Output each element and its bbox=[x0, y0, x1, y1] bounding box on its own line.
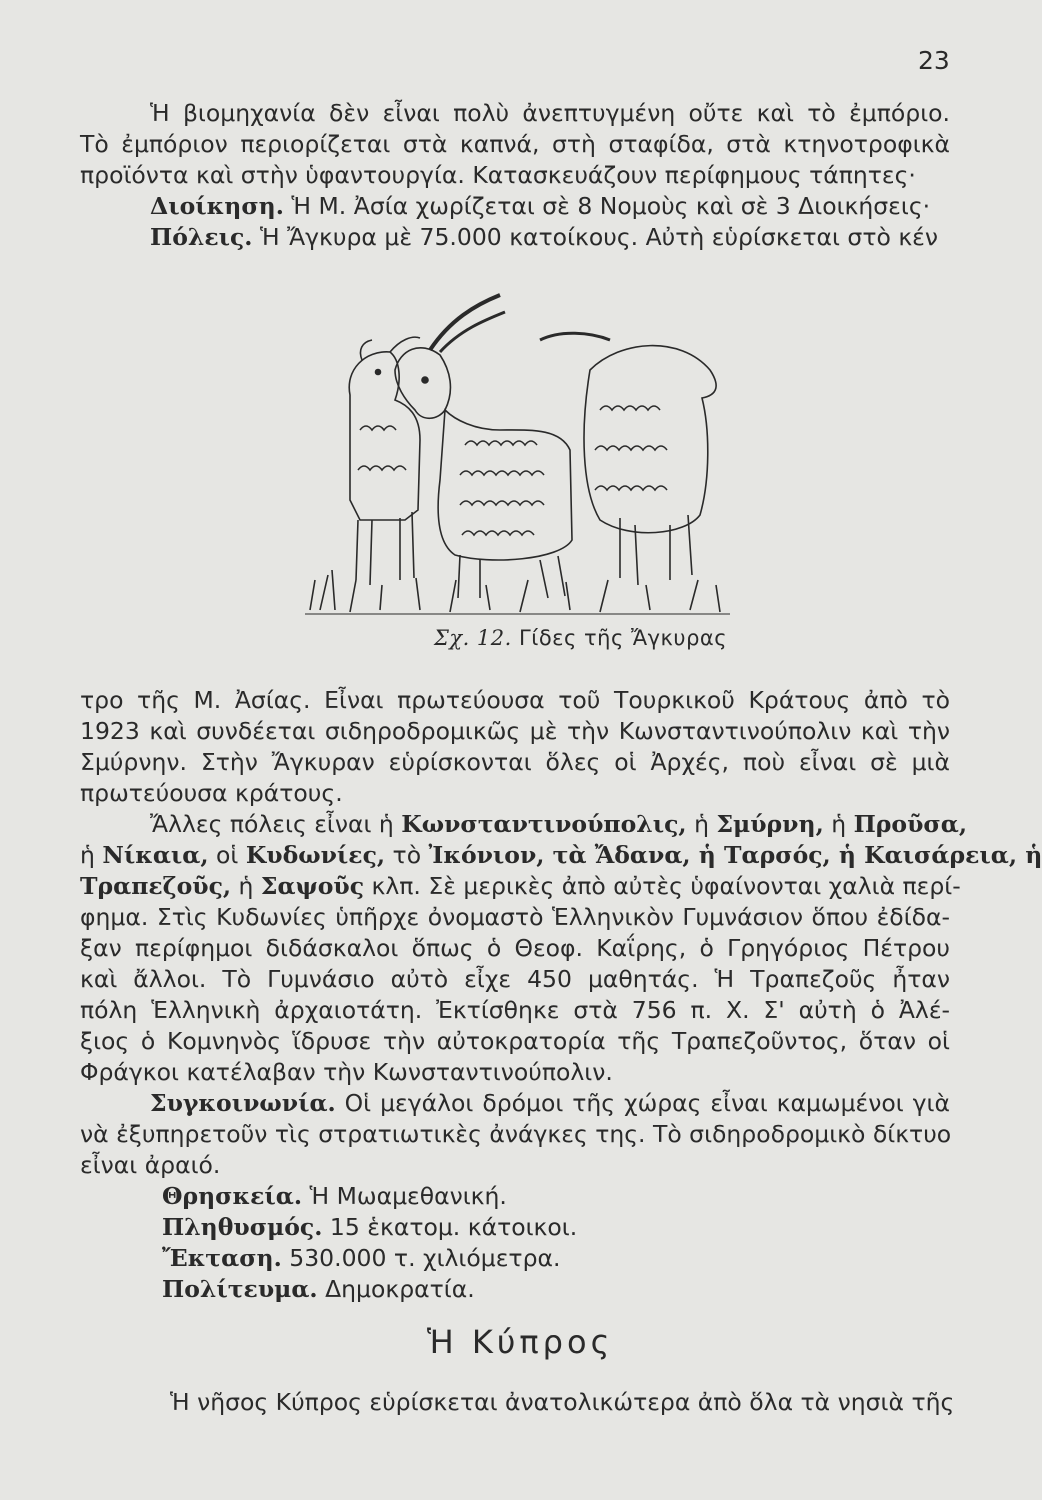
figure-number: Σχ. 12. bbox=[434, 626, 512, 650]
page-number: 23 bbox=[918, 46, 950, 75]
text-line-administration: Διοίκηση. Ἡ Μ. Ἀσία χωρίζεται σὲ 8 Νομοὺς καὶ σὲ 3 Διοικήσεις· bbox=[150, 192, 931, 220]
cyprus-paragraph bbox=[80, 1387, 955, 1418]
text-line-cities: Τραπεζοῦς, ἡ Σαψοῦς κλπ. Σὲ μερικὲς ἀπὸ αὐτὲς ὑφαίνονται χαλιὰ περί- bbox=[80, 872, 961, 900]
ankara-paragraph bbox=[80, 685, 1042, 1305]
text-line: 1923 καὶ συνδέεται σιδηροδρομικῶς μὲ τὴν Κωνσταντινούπολιν καὶ τὴν bbox=[80, 717, 950, 745]
text-line-cities: ἡ Νίκαια, οἱ Κυδωνίες, τὸ Ἰκόνιον, τὰ Ἄδανα, ἡ Ταρσός, ἡ Καισάρεια, ἡ bbox=[80, 841, 1042, 869]
transport-label: Συγκοινωνία. bbox=[150, 1089, 336, 1117]
fact-area: Ἔκταση. 530.000 τ. χιλιόμετρα. bbox=[162, 1244, 561, 1272]
figure-caption bbox=[434, 626, 727, 650]
administration-label: Διοίκηση. bbox=[150, 192, 284, 220]
text-line: πόλη Ἑλληνικὴ ἀρχαιοτάτη. Ἐκτίσθηκε στὰ 756 π. Χ. Σ' αὐτὴ ὁ Ἀλέ- bbox=[80, 996, 950, 1024]
fact-population: Πληθυσμός. 15 ἑκατομ. κάτοικοι. bbox=[162, 1213, 578, 1241]
text-line: φημα. Στὶς Κυδωνίες ὑπῆρχε ὀνομαστὸ Ἑλληνικὸν Γυμνάσιον ὅπου ἐδίδα- bbox=[80, 903, 950, 931]
text-line: Ἡ βιομηχανία δὲν εἶναι πολὺ ἀνεπτυγμένη οὔτε καὶ τὸ ἐμπόριο. bbox=[150, 99, 950, 127]
text-line: Τὸ ἐμπόριον περιορίζεται στὰ καπνά, στὴ σταφίδα, στὰ κτηνοτροφικὰ bbox=[80, 130, 950, 158]
fact-religion: Θρησκεία. Ἡ Μωαμεθανική. bbox=[162, 1182, 507, 1210]
text-line: Φράγκοι κατέλαβαν τὴν Κωνσταντινούπολιν. bbox=[80, 1058, 613, 1086]
text-line-cities: Ἄλλες πόλεις εἶναι ἡ Κωνσταντινούπολις, ἡ Σμύρνη, ἡ Προῦσα, bbox=[150, 810, 968, 838]
text-line-cities: Πόλεις. Ἡ Ἄγκυρα μὲ 75.000 κατοίκους. Αὐτὴ εὑρίσκεται στὸ κέν bbox=[150, 223, 939, 251]
text-line: εἶναι ἀραιό. bbox=[80, 1151, 221, 1179]
top-paragraph bbox=[80, 98, 950, 253]
text-line: Ἡ νῆσος Κύπρος εὑρίσκεται ἀνατολικώτερα ἀπὸ ὅλα τὰ νησιὰ τῆς bbox=[170, 1388, 955, 1416]
goats-illustration bbox=[290, 280, 740, 625]
text-line: ξιος ὁ Κομνηνὸς ἵδρυσε τὴν αὐτοκρατορία τῆς Τραπεζοῦντος, ὅταν οἱ bbox=[80, 1027, 950, 1055]
text-line: τρο τῆς Μ. Ἀσίας. Εἶναι πρωτεύουσα τοῦ Τουρκικοῦ Κράτους ἀπὸ τὸ bbox=[80, 686, 950, 714]
figure-caption-text: Γίδες τῆς Ἄγκυρας bbox=[519, 626, 728, 650]
fact-government: Πολίτευμα. Δημοκρατία. bbox=[162, 1275, 475, 1303]
section-title: Ἡ Κύπρος bbox=[427, 1323, 614, 1361]
text-line: προϊόντα καὶ στὴν ὑφαντουργία. Κατασκευάζουν περίφημους τάπητες· bbox=[80, 161, 916, 189]
cities-label: Πόλεις. bbox=[150, 223, 253, 251]
text-line-transport: Συγκοινωνία. Οἱ μεγάλοι δρόμοι τῆς χώρας εἶναι καμωμένοι γιὰ bbox=[150, 1089, 950, 1117]
text-line: Σμύρνην. Στὴν Ἄγκυραν εὑρίσκονται ὅλες οἱ Ἀρχές, ποὺ εἶναι σὲ μιὰ bbox=[80, 748, 950, 776]
text-line: πρωτεύουσα κράτους. bbox=[80, 779, 343, 807]
text-line: ξαν περίφημοι διδάσκαλοι ὅπως ὁ Θεοφ. Καΐρης, ὁ Γρηγόριος Πέτρου bbox=[80, 934, 950, 962]
text-line: καὶ ἄλλοι. Τὸ Γυμνάσιο αὐτὸ εἶχε 450 μαθητάς. Ἡ Τραπεζοῦς ἦταν bbox=[80, 965, 950, 993]
text-line: νὰ ἐξυπηρετοῦν τὶς στρατιωτικὲς ἀνάγκες της. Τὸ σιδηροδρομικὸ δίκτυο bbox=[80, 1120, 952, 1148]
